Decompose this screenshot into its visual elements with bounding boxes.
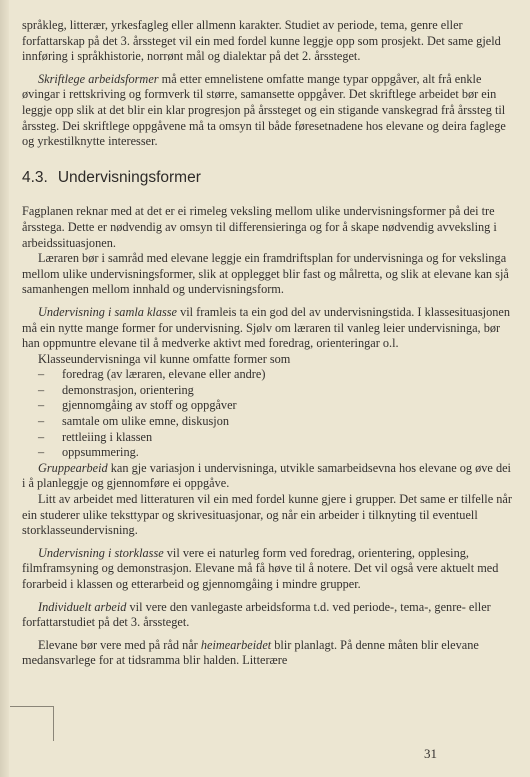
section-title: Undervisningsformer	[57, 168, 201, 186]
list-item: – gjennomgåing av stoff og oppgåver	[38, 398, 514, 414]
homework-term: heimearbeidet	[200, 637, 272, 652]
written-assignments-paragraph	[22, 72, 514, 150]
list-item: – samtale om ulike emne, diskusjon	[38, 414, 514, 430]
page-number: 31	[424, 746, 437, 761]
list-item: – rettleiing i klassen	[38, 430, 514, 446]
intro-section-paragraph: Fagplanen reknar med at det er ei rimeleg veksling mellom ulike undervisningsformer på dei tre årsstega. Dette er nødvendig av omsyn til differensieringa og for å skape nødvendig avveksling i arbeidssituasjonen.	[22, 204, 497, 250]
section-number: 4.3.	[22, 168, 48, 186]
class-teaching-term: Undervisning i samla klasse	[38, 304, 178, 319]
class-teaching-list-intro: Klasseundervisninga vil kunne omfatte former som	[38, 351, 291, 366]
written-assignments-term: Skriftlege arbeidsformer	[38, 71, 159, 86]
class-teaching-paragraph	[22, 305, 514, 352]
class-teaching-text: vil framleis ta ein god del av undervisningstida. I klassesituasjonen må ein nytte mange former for undervisning. Sjølv om læraren til vanleg leier undervisninga, bør han oppmuntre elevane til å medverke aktivt med foredrag, orienteringar o.l.	[22, 304, 510, 351]
homework-paragraph	[22, 638, 514, 669]
written-assignments-text: må etter emnelistene omfatte mange typar oppgåver, alt frå enkle øvingar i rettskriving og formverk til større, samansette oppgåver. Det skriftlege arbeidet bør ein leggje opp slik at det blir ein klar progresjon på årssteget og ein stigande vanskegrad frå årssteg til årssteg. Dei skriftlege oppgåvene må ta omsyn til både føresetnadene hos elevane og deira faglege og yrkestilknytte interesser.	[22, 71, 506, 149]
section-heading	[22, 170, 514, 186]
intro-paragraph: språkleg, litterær, yrkesfagleg eller allmenn karakter. Studiet av periode, tema, genre eller forfattarskap på det 3. årssteget vil ein med fordel kunne leggje opp som prosjekt. Det same gjeld innføring i språkhistorie, norrønt mål og dialektar på det 2. årssteget.	[22, 18, 501, 64]
large-class-paragraph	[22, 546, 514, 593]
homework-text-a: Elevane bør vere med på råd når	[38, 637, 201, 652]
group-work-term: Gruppearbeid	[38, 460, 108, 475]
individual-paragraph	[22, 600, 514, 631]
margin-mark	[10, 706, 54, 741]
list-item: – oppsummering.	[38, 445, 514, 461]
individual-text: vil vere den vanlegaste arbeidsforma t.d. ved periode-, tema-, genre- eller forfattarstudiet på det 3. årssteget.	[22, 599, 491, 630]
homework-text-b: blir planlagt. På denne måten blir elevane medansvarlege for at tidsramma blir halden. Litterære	[22, 637, 479, 668]
class-teaching-list	[22, 367, 514, 461]
large-class-term: Undervisning i storklasse	[38, 545, 164, 560]
group-work-paragraph	[22, 461, 514, 492]
list-item: – demonstrasjon, orientering	[38, 383, 514, 399]
group-work-paragraph-2: Litt av arbeidet med litteraturen vil ein med fordel kunne gjere i grupper. Det same er tilfelle når ein studerer ulike teksttypar og skrivesituasjonar, og når ein arbeider i tilknyting til eventuell storklasseundervisning.	[22, 492, 512, 538]
page-binding-edge	[0, 0, 9, 777]
page-content	[22, 18, 514, 669]
individual-term: Individuelt arbeid	[38, 599, 127, 614]
list-item: – foredrag (av læraren, elevane eller andre)	[38, 367, 514, 383]
plan-paragraph: Læraren bør i samråd med elevane leggje ein framdriftsplan for undervisninga og for vekslinga mellom ulike undervisningsformer, slik at opplegget blir fast og målretta, og slik at elevane kan sjå samanhengen mellom innhald og undervisningsform.	[22, 251, 509, 297]
large-class-text: vil vere ei naturleg form ved foredrag, orientering, opplesing, filmframsyning og demonstrasjon. Elevane må få høve til å notere. Det vil også vere aktuelt med forarbeid i klassen og etterarbeid og gjennomgåing i mindre grupper.	[22, 545, 499, 591]
group-work-text: kan gje variasjon i undervisninga, utvikle samarbeidsevna hos elevane og øve dei i å planleggje og gjennomføre ei oppgåve.	[22, 460, 511, 491]
